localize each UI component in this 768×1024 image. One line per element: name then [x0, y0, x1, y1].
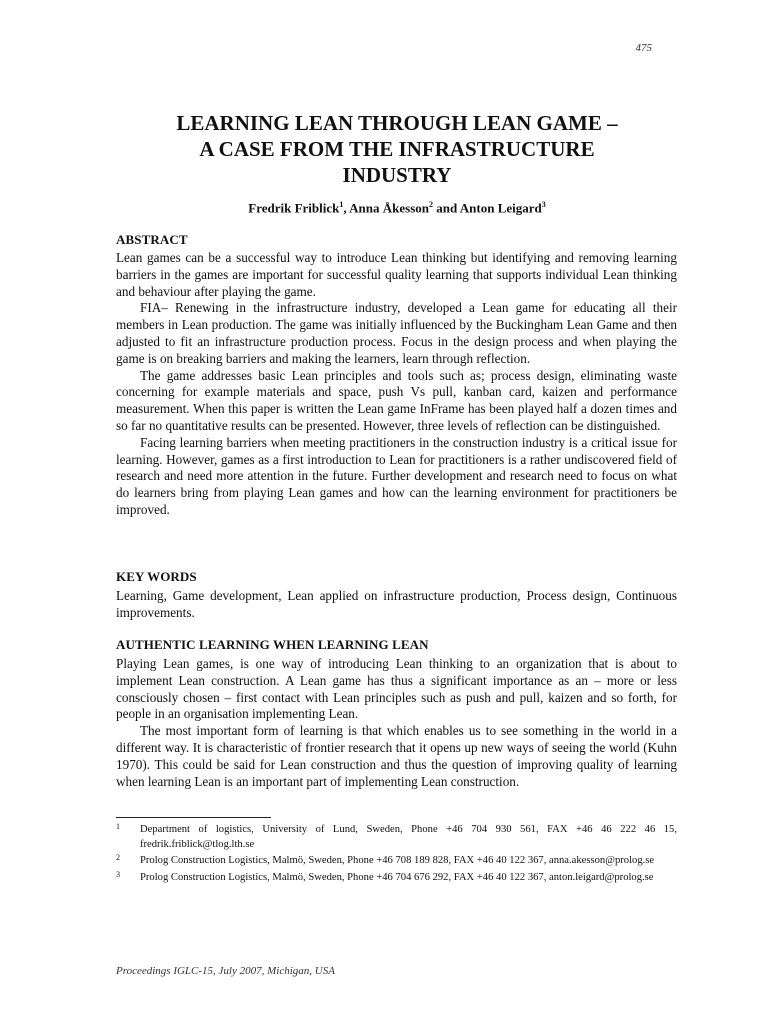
body-paragraph: The most important form of learning is that which enables us to see something in the world in a different way. It is characteristic of frontier research that it opens up new ways of seeing the world (Kuhn 1970). This could be said for Lean construction and thus the question of improving quality of learning when learning Lean is an important part of implementing Lean construction. — [116, 723, 677, 789]
footnote-number: 3 — [116, 869, 120, 879]
keywords-text: Learning, Game development, Lean applied on infrastructure production, Process design, Continuous improvements. — [116, 588, 677, 620]
footnote — [116, 823, 677, 852]
author-affiliation-mark: 2 — [429, 200, 434, 209]
authors-line — [116, 200, 678, 216]
abstract-paragraph: Lean games can be a successful way to introduce Lean thinking but identifying and removing learning barriers in the games are important for successful quality learning that supports individual Lean thinking and behaviour after playing the game. — [116, 250, 677, 299]
abstract-paragraph: Facing learning barriers when meeting practitioners in the construction industry is a critical issue for learning. However, games as a first introduction to Lean for practitioners is a rather undiscovered field of research and need more attention in the future. Further development and research need to focus on what do learners bring from playing Lean games and how can the learning environment for practitioners be improved. — [116, 434, 677, 517]
footnote-text: Prolog Construction Logistics, Malmö, Sweden, Phone +46 704 676 292, FAX +46 40 122 367, anton.leigard@prolog.se — [140, 871, 654, 883]
footnotes — [116, 823, 677, 887]
footnote-text: Department of logistics, University of Lund, Sweden, Phone +46 704 930 561, FAX +46 46 222 46 15, fredrik.friblick@tlog.lth.se — [140, 824, 677, 850]
footnote-number: 2 — [116, 853, 120, 863]
paper-title — [116, 110, 678, 188]
footnote — [116, 854, 677, 869]
abstract-paragraph: The game addresses basic Lean principles and tools such as; process design, eliminating waste concerning for example materials and space, push Vs pull, kanban card, kaizen and performance measurement. When this paper is written the Lean game InFrame has been played half a dozen times and so far no quantitative results can be presented. However, three levels of reflection can be distinguished. — [116, 367, 677, 433]
author-separator: , — [343, 200, 350, 216]
author-name: Anton Leigard — [459, 200, 542, 216]
author-separator: and — [433, 200, 460, 216]
footnote-text: Prolog Construction Logistics, Malmö, Sweden, Phone +46 708 189 828, FAX +46 40 122 367, anna.akesson@prolog.se — [140, 855, 655, 867]
author-affiliation-mark: 1 — [339, 200, 344, 209]
body-paragraph: Playing Lean games, is one way of introducing Lean thinking to an organization that is about to implement Lean construction. A Lean game has thus a significant importance as an – more or less consciously chosen – first contact with Lean principles such as push and pull, kaizen and so forth, for people in an organisation implementing Lean. — [116, 656, 677, 722]
keywords-body — [116, 588, 677, 622]
page-number: 475 — [635, 42, 652, 54]
abstract-heading: ABSTRACT — [116, 232, 188, 247]
authentic-learning-body — [116, 656, 677, 790]
title-line-1: LEARNING LEAN THROUGH LEAN GAME – — [176, 111, 618, 135]
abstract-body — [116, 250, 677, 519]
author-name: Fredrik Friblick — [248, 200, 340, 216]
footnote-divider — [116, 817, 271, 818]
footnote-number: 1 — [116, 822, 120, 831]
title-line-3: INDUSTRY — [342, 163, 452, 187]
footnote — [116, 871, 677, 886]
authentic-learning-heading: AUTHENTIC LEARNING WHEN LEARNING LEAN — [116, 637, 429, 652]
author-name: Anna Åkesson — [349, 200, 430, 216]
proceedings-footer: Proceedings IGLC-15, July 2007, Michigan, USA — [116, 965, 335, 977]
abstract-paragraph: FIA– Renewing in the infrastructure industry, developed a Lean game for educating all their members in Lean production. The game was initially influenced by the Buckingham Lean Game and then adjusted to fit an infrastructure production process. Focus in the design process and when playing the game is on breaking barriers and making the learners, learn through reflection. — [116, 300, 677, 366]
author-affiliation-mark: 3 — [541, 200, 546, 209]
keywords-heading: KEY WORDS — [116, 569, 197, 584]
title-line-2: A CASE FROM THE INFRASTRUCTURE — [199, 137, 595, 161]
